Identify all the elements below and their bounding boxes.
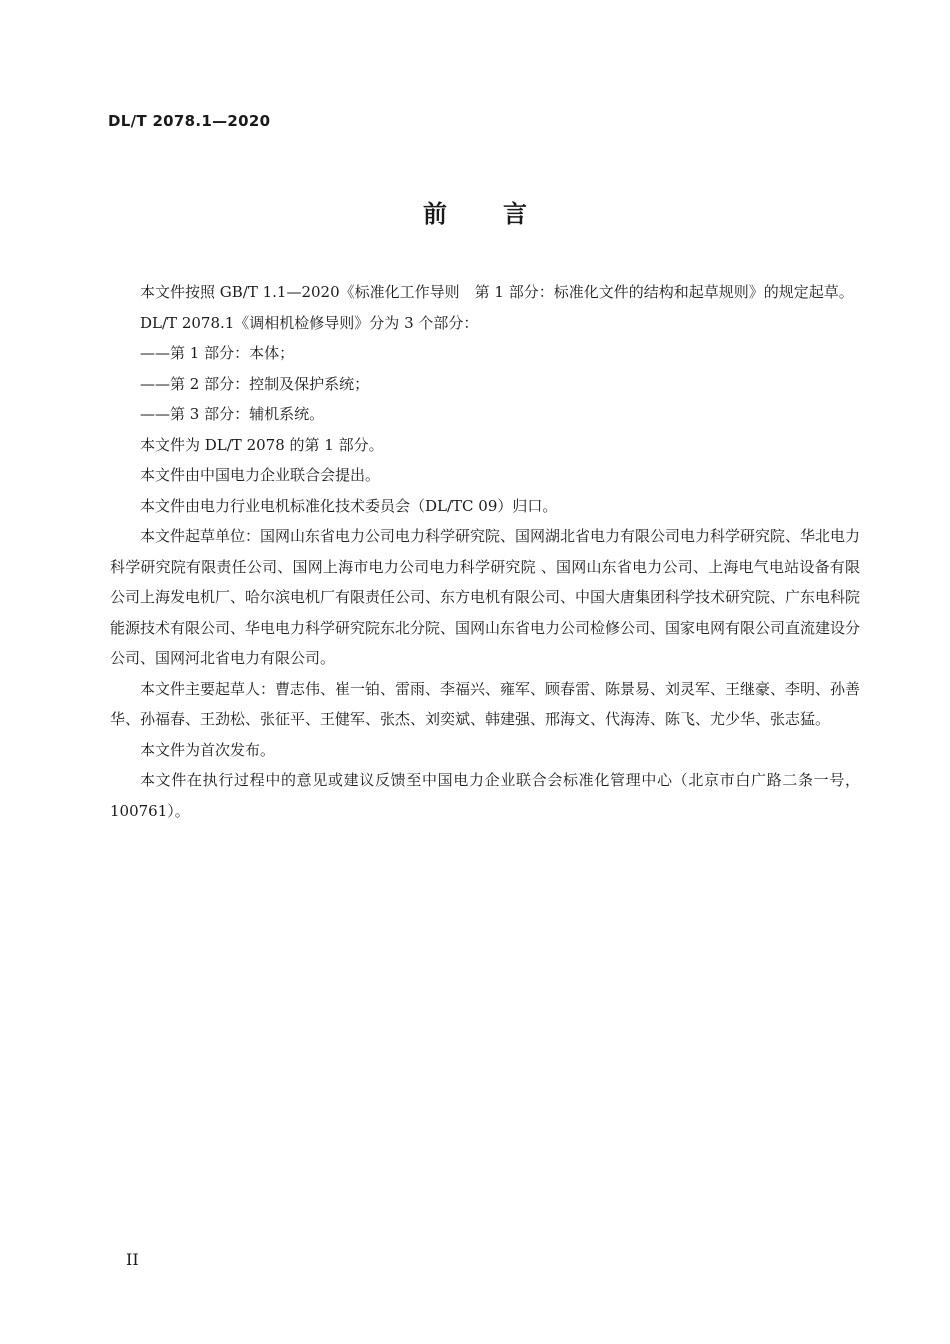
foreword-body [110, 277, 860, 826]
paragraph-proposed-by: 本文件由中国电力企业联合会提出。 [140, 466, 381, 484]
paragraph-drafters: 本文件主要起草人：曹志伟、崔一铂、雷雨、李福兴、雍军、顾春雷、陈景易、刘灵军、王继豪、李明、孙善华、孙福春、王劲松、张征平、王健军、张杰、刘奕斌、韩建强、邢海文、代海涛、陈飞、尤少华、张志猛。 [110, 679, 861, 728]
paragraph-centralized-by: 本文件由电力行业电机标准化技术委员会（DL/TC 09）归口。 [140, 496, 558, 515]
paragraph-parts-intro: DL/T 2078.1《调相机检修导则》分为 3 个部分： [140, 313, 479, 332]
paragraph-document-part: 本文件为 DL/T 2078 的第 1 部分。 [140, 435, 384, 454]
page-number: II [126, 1250, 139, 1269]
list-item-part-3: ——第 3 部分：辅机系统。 [140, 405, 325, 423]
page-title: 前言 [423, 200, 583, 228]
standard-code-header: DL/T 2078.1—2020 [108, 112, 271, 130]
paragraph-feedback: 本文件在执行过程中的意见或建议反馈至中国电力企业联合会标准化管理中心（北京市白广路二条一号，100761）。 [110, 771, 860, 820]
paragraph-first-release: 本文件为首次发布。 [140, 740, 276, 759]
paragraph-drafting-units: 本文件起草单位：国网山东省电力公司电力科学研究院、国网湖北省电力有限公司电力科学研究院、华北电力科学研究院有限责任公司、国网上海市电力公司电力科学研究院 、国网山东省电力公司、上海电气电站设备有限公司上海发电机厂、哈尔滨电机厂有限责任公司、东方电机有限公司、中国大唐集团科学技术研究院、广东电科院能源技术有限公司、华电电力科学研究院东北分院、国网山东省电力公司检修公司、国家电网有限公司直流建设分公司、国网河北省电力有限公司。 [110, 527, 861, 667]
paragraph-drafting-rules: 本文件按照 GB/T 1.1—2020《标准化工作导则 第 1 部分：标准化文件的结构和起草规则》的规定起草。 [140, 283, 854, 301]
list-item-part-2: ——第 2 部分：控制及保护系统； [140, 374, 370, 393]
list-item-part-1: ——第 1 部分：本体； [140, 344, 295, 362]
